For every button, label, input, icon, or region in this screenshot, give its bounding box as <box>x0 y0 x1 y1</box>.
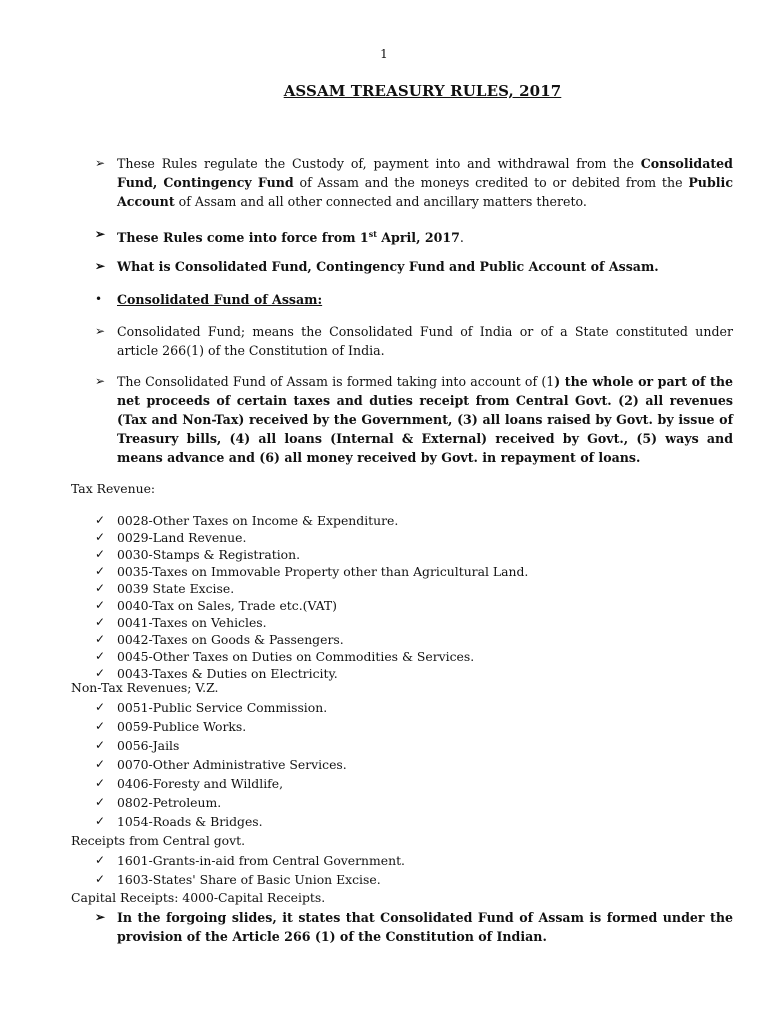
arrow-bullet-icon: ➢ <box>95 227 106 241</box>
arrow-bullet-icon: ➢ <box>95 910 106 924</box>
check-icon: ✓ <box>95 872 106 886</box>
conclusion-paragraph: ➢ In the forgoing slides, it states that Consolidated Fund of Assam is formed under the provision of the Article 266 (1) of the Constitution of Indian. <box>95 910 733 944</box>
arrow-bullet-icon: ➢ <box>95 259 106 273</box>
list-item: ✓ 1603-States' Share of Basic Union Excise. <box>95 872 381 887</box>
arrow-bullet-icon: ➢ <box>95 156 106 170</box>
check-icon: ✓ <box>95 776 106 790</box>
check-icon: ✓ <box>95 547 106 561</box>
list-item: ✓ 0059-Publice Works. <box>95 719 247 734</box>
formation-paragraph: ➢ The Consolidated Fund of Assam is formed taking into account of (1) the whole or part of the net proceeds of certain taxes and duties receipt from Central Govt. (2) all revenues (Tax and Non-Tax) received by the Government, (3) all loans raised by Govt. by issue of Treasury bills, (4) all loans (Internal & External) received by Govt., (5) ways and means advance and (6) all money received by Govt. in repayment of loans. <box>95 374 734 465</box>
check-icon: ✓ <box>95 814 106 828</box>
page-title: ASSAM TREASURY RULES, 2017 <box>283 82 562 100</box>
list-item: ✓ 0406-Foresty and Wildlife, <box>95 776 284 791</box>
list-item: ✓ 0045-Other Taxes on Duties on Commodities & Services. <box>95 649 475 664</box>
list-item: ✓ 0039 State Excise. <box>95 581 235 596</box>
list-item: ✓ 0029-Land Revenue. <box>95 530 247 545</box>
check-icon: ✓ <box>95 719 106 733</box>
check-icon: ✓ <box>95 700 106 714</box>
check-icon: ✓ <box>95 666 106 680</box>
tax-revenue-label: Tax Revenue: <box>71 481 156 496</box>
list-item: ✓ 0070-Other Administrative Services. <box>95 757 347 772</box>
list-item: ✓ 0028-Other Taxes on Income & Expenditure. <box>95 513 399 528</box>
tax-revenue-list <box>95 512 528 682</box>
definition-paragraph: ➢ Consolidated Fund; means the Consolidated Fund of India or of a State constituted under article 266(1) of the Constitution of India. <box>95 324 733 358</box>
list-item: ✓ 0030-Stamps & Registration. <box>95 547 301 562</box>
central-receipts-label: Receipts from Central govt. <box>71 833 246 848</box>
check-icon: ✓ <box>95 738 106 752</box>
list-item: ✓ 0041-Taxes on Vehicles. <box>95 615 267 630</box>
check-icon: ✓ <box>95 598 106 612</box>
list-item: ✓ 0802-Petroleum. <box>95 795 222 810</box>
list-item: ✓ 0051-Public Service Commission. <box>95 700 328 715</box>
intro-paragraph: ➢ These Rules regulate the Custody of, payment into and withdrawal from the Consolidated Fund, Contingency Fund of Assam and the moneys credited to or debited from the Public Account of Assam and all other connected and ancillary matters thereto. <box>95 156 733 209</box>
check-icon: ✓ <box>95 615 106 629</box>
non-tax-revenue-list <box>95 698 347 831</box>
dot-bullet-icon: • <box>95 292 103 306</box>
central-receipts-list <box>95 851 405 889</box>
list-item: ✓ 0043-Taxes & Duties on Electricity. <box>95 666 338 681</box>
list-item: ✓ 0042-Taxes on Goods & Passengers. <box>95 632 344 647</box>
list-item: ✓ 1054-Roads & Bridges. <box>95 814 263 829</box>
arrow-bullet-icon: ➢ <box>95 324 106 338</box>
check-icon: ✓ <box>95 581 106 595</box>
question-paragraph: ➢ What is Consolidated Fund, Contingency Fund and Public Account of Assam. <box>95 259 659 274</box>
arrow-bullet-icon: ➢ <box>95 374 106 388</box>
check-icon: ✓ <box>95 649 106 663</box>
list-item: ✓ 0035-Taxes on Immovable Property other than Agricultural Land. <box>95 564 529 579</box>
check-icon: ✓ <box>95 513 106 527</box>
non-tax-revenue-label: Non-Tax Revenues; V.Z. <box>71 680 219 695</box>
check-icon: ✓ <box>95 564 106 578</box>
effective-date-paragraph: ➢ These Rules come into force from 1st April, 2017. <box>95 227 464 246</box>
check-icon: ✓ <box>95 530 106 544</box>
capital-receipts-label: Capital Receipts: 4000-Capital Receipts. <box>71 890 326 905</box>
check-icon: ✓ <box>95 757 106 771</box>
page-number: 1 <box>380 47 388 61</box>
check-icon: ✓ <box>95 632 106 646</box>
check-icon: ✓ <box>95 853 106 867</box>
list-item: ✓ 1601-Grants-in-aid from Central Government. <box>95 853 405 868</box>
list-item: ✓ 0056-Jails <box>95 738 180 753</box>
consolidated-fund-heading: • Consolidated Fund of Assam: <box>95 292 323 307</box>
check-icon: ✓ <box>95 795 106 809</box>
list-item: ✓ 0040-Tax on Sales, Trade etc.(VAT) <box>95 598 337 613</box>
